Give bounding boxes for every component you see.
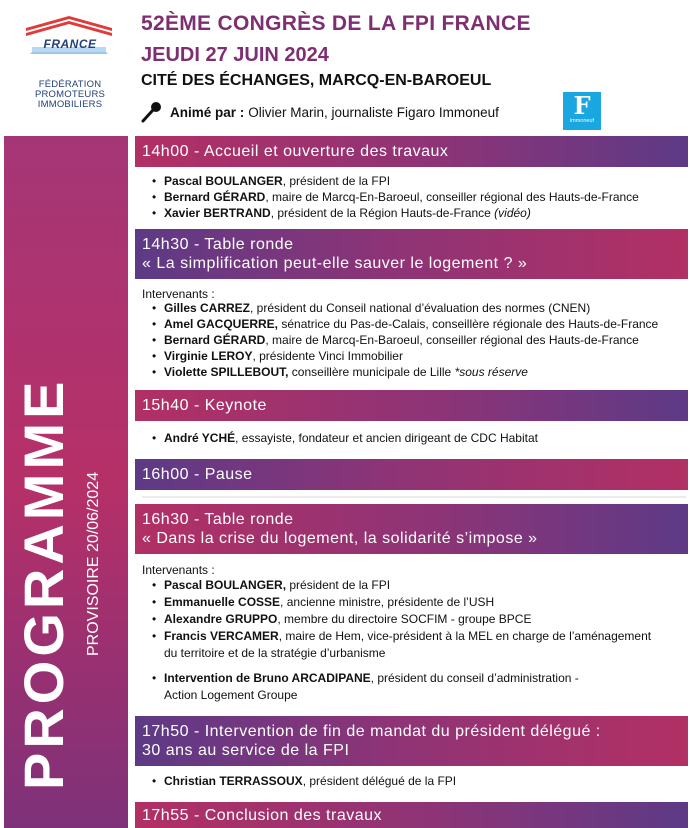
session-header-7 [135,802,688,828]
logo-france: FRANCE [43,37,97,51]
programme-title: PROGRAMME [12,377,75,790]
logo-line-promoteurs: PROMOTEURS [34,89,106,100]
session-header-2 [135,229,688,279]
list-item: • Bernard GÉRARD, maire de Marcq-En-Baroeul, conseiller régional des Hauts-de-France [152,333,639,347]
list-item: • Violette SPILLEBOUT, conseillère municipale de Lille *sous réserve [152,365,528,379]
session-5-subtitle: « Dans la crise du logement, la solidarité s’impose » [142,530,538,547]
immoneuf-text: immoneuf [569,118,595,124]
session-header-1 [135,136,688,167]
list-item: • Pascal BOULANGER, président de la FPI [152,578,391,592]
list-item: • Amel GACQUERRE, sénatrice du Pas-de-Calais, conseillère régionale des Hauts-de-France [152,317,659,331]
list-item: • Pascal BOULANGER, président de la FPI [152,174,391,188]
session-panel-2 [135,279,688,390]
divider [142,496,686,498]
event-title: 52ÈME CONGRÈS DE LA FPI FRANCE [141,12,531,35]
list-item: • Francis VERCAMER, maire de Hem, vice-président à la MEL en charge de l’aménagement [152,629,652,643]
microphone-icon [140,100,164,124]
immoneuf-letter: F [573,91,591,120]
gutter [128,136,135,828]
session-3-title: 15h40 - Keynote [142,397,267,414]
list-item: • Gilles CARREZ, président du Conseil national d’évaluation des normes (CNEN) [152,301,591,315]
logo-line-immobiliers: IMMOBILIERS [37,99,103,110]
host-name: Olivier Marin, journaliste Figaro Immoneuf [248,104,499,120]
list-item-continuation: Action Logement Groupe [164,688,298,702]
list-item: • Intervention de Bruno ARCADIPANE, président du conseil d’administration - [152,671,579,685]
event-place: CITÉ DES ÉCHANGES, MARCQ-EN-BAROEUL [141,72,492,89]
host-label: Animé par : [170,104,245,120]
session-header-3 [135,390,688,421]
session-panel-1 [135,167,688,229]
session-1-title: 14h00 - Accueil et ouverture des travaux [142,143,449,160]
session-header-6 [135,716,688,766]
host-line [140,100,499,124]
logo-line-federation: FÉDÉRATION [38,79,102,90]
list-item: • Christian TERRASSOUX, président délégué de la FPI [152,774,457,788]
session-4-title: 16h00 - Pause [142,466,253,483]
list-item: • Xavier BERTRAND, président de la Région Hauts-de-France (vidéo) [152,206,531,220]
session-panel-5 [135,554,688,716]
list-item: • Alexandre GRUPPO, membre du directoire SOCFIM - groupe BPCE [152,612,532,626]
immoneuf-logo [563,92,601,130]
session-6-subtitle: 30 ans au service de la FPI [142,742,350,759]
list-item: • Virginie LEROY, présidente Vinci Immobilier [152,349,403,363]
session-2-title: 14h30 - Table ronde [142,236,294,253]
provisional-date: PROVISOIRE 20/06/2024 [85,471,102,656]
list-item: • Emmanuelle COSSE, ancienne ministre, présidente de l’USH [152,595,495,609]
session-panel-6 [135,766,688,802]
session-panel-3 [135,421,688,459]
intervenants-label: Intervenants : [142,563,215,577]
list-item-continuation: du territoire et de la stratégie d’urbanisme [164,646,386,660]
session-5-title: 16h30 - Table ronde [142,511,294,528]
list-item: • Bernard GÉRARD, maire de Marcq-En-Baroeul, conseiller régional des Hauts-de-France [152,190,639,204]
fpi-logo [22,16,118,118]
pause-spacer [135,490,688,504]
session-header-5 [135,504,688,554]
list-item: • André YCHÉ, essayiste, fondateur et ancien dirigeant de CDC Habitat [152,431,538,445]
session-2-subtitle: « La simplification peut-elle sauver le logement ? » [142,255,528,272]
event-date: JEUDI 27 JUIN 2024 [141,44,329,66]
session-7-title: 17h55 - Conclusion des travaux [142,807,383,824]
intervenants-label: Intervenants : [142,287,215,301]
session-header-4 [135,459,688,490]
logo-federation [22,80,118,110]
session-6-title: 17h50 - Intervention de fin de mandat du président délégué : [142,723,601,740]
